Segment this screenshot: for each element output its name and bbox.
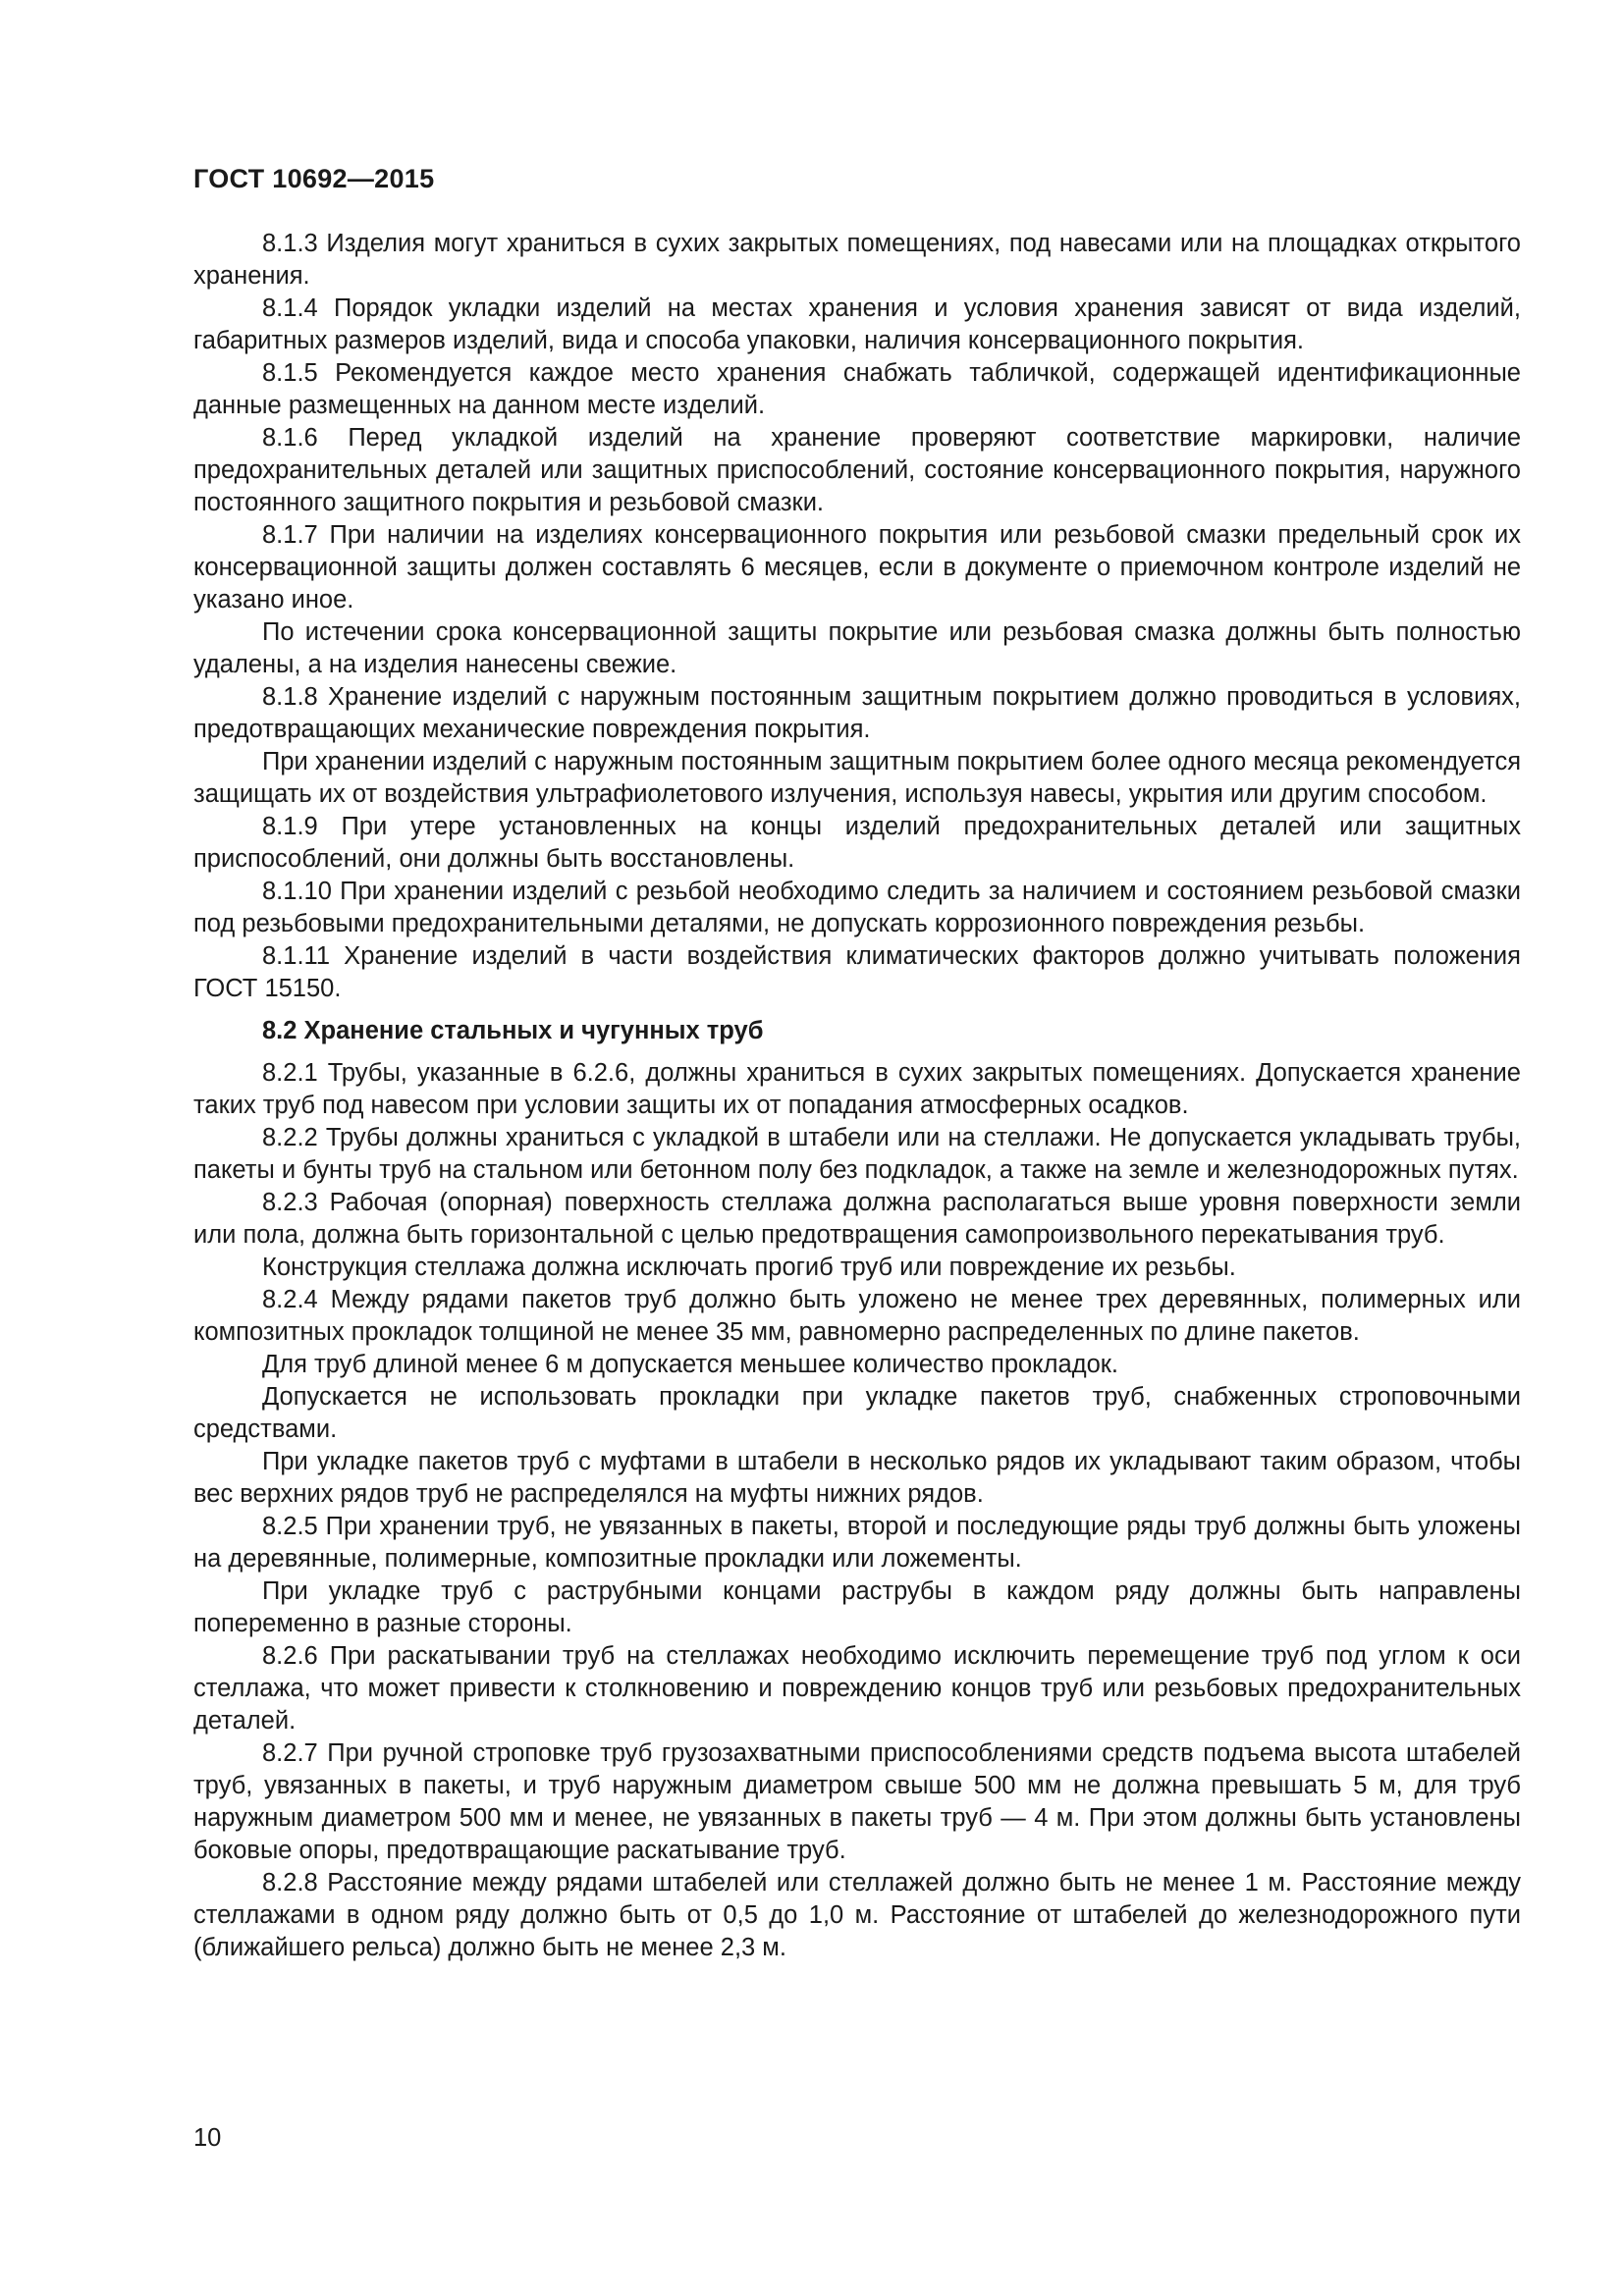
- paragraph-8-2-7: 8.2.7 При ручной строповке труб грузозахватными приспособлениями средств подъема высота штабелей труб, увязанных в пакеты, и труб наружным диаметром свыше 500 мм не должна превышать 5 м, для труб наружным диаметром 500 мм и менее, не увязанных в пакеты труб — 4 м. При этом должны быть установлены боковые опоры, предотвращающие раскатывание труб.: [193, 1739, 1521, 1864]
- paragraph-8-1-3: 8.1.3 Изделия могут храниться в сухих закрытых помещениях, под навесами или на площадках открытого хранения.: [193, 230, 1521, 290]
- paragraph-8-2-1: 8.2.1 Трубы, указанные в 6.2.6, должны храниться в сухих закрытых помещениях. Допускается хранение таких труб под навесом при условии защиты их от попадания атмосферных осадков.: [193, 1059, 1521, 1119]
- paragraph-8-2-4-cont-3: При укладке пакетов труб с муфтами в штабели в несколько рядов их укладывают таким образом, чтобы вес верхних рядов труб не распределялся на муфты нижних рядов.: [193, 1448, 1521, 1508]
- paragraph-8-2-4-cont-2: Допускается не использовать прокладки при укладке пакетов труб, снабженных строповочными средствами.: [193, 1383, 1521, 1443]
- paragraph-8-2-3-cont: Конструкция стеллажа должна исключать прогиб труб или повреждение их резьбы.: [262, 1254, 1236, 1281]
- paragraph-8-1-11: 8.1.11 Хранение изделий в части воздействия климатических факторов должно учитывать положения ГОСТ 15150.: [193, 942, 1521, 1002]
- paragraph-8-1-8-cont: При хранении изделий с наружным постоянным защитным покрытием более одного месяца рекомендуется защищать их от воздействия ультрафиолетового излучения, используя навесы, укрытия или другим способом.: [193, 748, 1521, 808]
- document-body: [193, 228, 1521, 1964]
- paragraph-8-2-4: 8.2.4 Между рядами пакетов труб должно быть уложено не менее трех деревянных, полимерных или композитных прокладок толщиной не менее 35 мм, равномерно распределенных по длине пакетов.: [193, 1286, 1521, 1346]
- section-heading-8-2: 8.2 Хранение стальных и чугунных труб: [262, 1017, 764, 1044]
- paragraph-8-1-7: 8.1.7 При наличии на изделиях консервационного покрытия или резьбовой смазки предельный срок их консервационной защиты должен составлять 6 месяцев, если в документе о приемочном контроле изделий не указано иное.: [193, 521, 1521, 614]
- paragraph-8-1-4: 8.1.4 Порядок укладки изделий на местах хранения и условия хранения зависят от вида изделий, габаритных размеров изделий, вида и способа упаковки, наличия консервационного покрытия.: [193, 294, 1521, 354]
- paragraph-8-1-7-cont: По истечении срока консервационной защиты покрытие или резьбовая смазка должны быть полностью удалены, а на изделия нанесены свежие.: [193, 618, 1521, 678]
- paragraph-8-1-9: 8.1.9 При утере установленных на концы изделий предохранительных деталей или защитных приспособлений, они должны быть восстановлены.: [193, 813, 1521, 873]
- paragraph-8-2-5-cont: При укладке труб с раструбными концами раструбы в каждом ряду должны быть направлены попеременно в разные стороны.: [193, 1577, 1521, 1637]
- paragraph-8-2-8: 8.2.8 Расстояние между рядами штабелей или стеллажей должно быть не менее 1 м. Расстояние между стеллажами в одном ряду должно быть от 0,5 до 1,0 м. Расстояние от штабелей до железнодорожного пути (ближайшего рельса) должно быть не менее 2,3 м.: [193, 1869, 1521, 1961]
- paragraph-8-2-4-cont-1: Для труб длиной менее 6 м допускается меньшее количество прокладок.: [262, 1351, 1118, 1378]
- paragraph-8-1-5: 8.1.5 Рекомендуется каждое место хранения снабжать табличкой, содержащей идентификационные данные размещенных на данном месте изделий.: [193, 359, 1521, 419]
- paragraph-8-2-6: 8.2.6 При раскатывании труб на стеллажах необходимо исключить перемещение труб под углом к оси стеллажа, что может привести к столкновению и повреждению концов труб или резьбовых предохранительных деталей.: [193, 1642, 1521, 1735]
- paragraph-8-1-6: 8.1.6 Перед укладкой изделий на хранение проверяют соответствие маркировки, наличие предохранительных деталей или защитных приспособлений, состояние консервационного покрытия, наружного постоянного защитного покрытия и резьбовой смазки.: [193, 424, 1521, 516]
- paragraph-8-2-2: 8.2.2 Трубы должны храниться с укладкой в штабели или на стеллажи. Не допускается укладывать трубы, пакеты и бунты труб на стальном или бетонном полу без подкладок, а также на земле и железнодорожных путях.: [193, 1124, 1521, 1184]
- page-number: 10: [193, 2124, 222, 2152]
- paragraph-8-2-5: 8.2.5 При хранении труб, не увязанных в пакеты, второй и последующие ряды труб должны быть уложены на деревянные, полимерные, композитные прокладки или ложементы.: [193, 1513, 1521, 1573]
- paragraph-8-1-10: 8.1.10 При хранении изделий с резьбой необходимо следить за наличием и состоянием резьбовой смазки под резьбовыми предохранительными деталями, не допускать коррозионного повреждения резьбы.: [193, 878, 1521, 937]
- paragraph-8-1-8: 8.1.8 Хранение изделий с наружным постоянным защитным покрытием должно проводиться в условиях, предотвращающих механические повреждения покрытия.: [193, 683, 1521, 743]
- document-header: ГОСТ 10692—2015: [193, 164, 435, 193]
- paragraph-8-2-3: 8.2.3 Рабочая (опорная) поверхность стеллажа должна располагаться выше уровня поверхности земли или пола, должна быть горизонтальной с целью предотвращения самопроизвольного перекатывания труб.: [193, 1189, 1521, 1249]
